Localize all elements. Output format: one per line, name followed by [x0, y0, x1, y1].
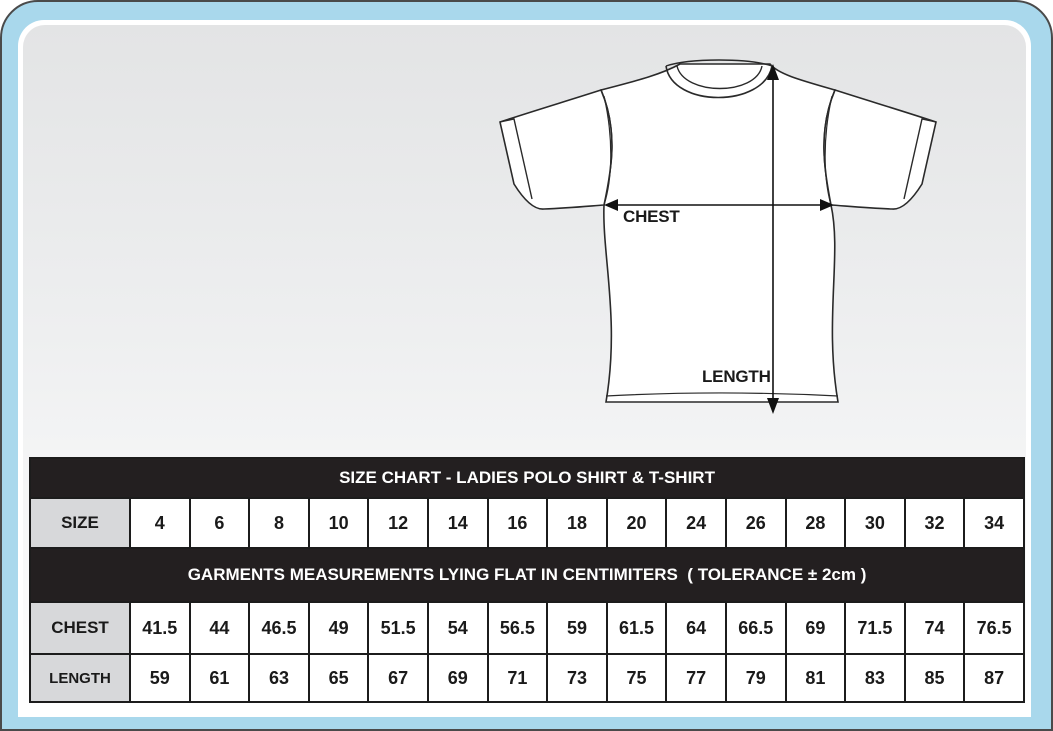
- size-cell: 18: [547, 498, 607, 548]
- chest-cell: 74: [905, 602, 965, 654]
- length-cell: 59: [130, 654, 190, 702]
- chest-cell: 51.5: [368, 602, 428, 654]
- size-cell: 6: [190, 498, 250, 548]
- chest-cell: 56.5: [488, 602, 548, 654]
- chest-cell: 46.5: [249, 602, 309, 654]
- chest-row-header: CHEST: [30, 602, 130, 654]
- length-cell: 69: [428, 654, 488, 702]
- size-cell: 8: [249, 498, 309, 548]
- size-cell: 16: [488, 498, 548, 548]
- length-cell: 73: [547, 654, 607, 702]
- length-cell: 65: [309, 654, 369, 702]
- length-cell: 61: [190, 654, 250, 702]
- length-arrowhead-bottom: [767, 398, 779, 414]
- chest-cell: 54: [428, 602, 488, 654]
- chest-cell: 66.5: [726, 602, 786, 654]
- length-cell: 77: [666, 654, 726, 702]
- size-cell: 12: [368, 498, 428, 548]
- table-subtitle: GARMENTS MEASUREMENTS LYING FLAT IN CENTIMITERS ( TOLERANCE ± 2cm ): [30, 548, 1024, 602]
- chest-cell: 44: [190, 602, 250, 654]
- size-cell: 34: [964, 498, 1024, 548]
- length-cell: 79: [726, 654, 786, 702]
- chest-cell: 59: [547, 602, 607, 654]
- chest-cell: 49: [309, 602, 369, 654]
- size-cell: 4: [130, 498, 190, 548]
- size-cell: 30: [845, 498, 905, 548]
- length-cell: 71: [488, 654, 548, 702]
- chest-cell: 71.5: [845, 602, 905, 654]
- length-label: LENGTH: [702, 367, 771, 386]
- tshirt-body-outline: [601, 64, 838, 402]
- size-cell: 20: [607, 498, 667, 548]
- size-cell: 26: [726, 498, 786, 548]
- size-cell: 32: [905, 498, 965, 548]
- size-cell: 14: [428, 498, 488, 548]
- length-row-header: LENGTH: [30, 654, 130, 702]
- length-cell: 75: [607, 654, 667, 702]
- length-cell: 67: [368, 654, 428, 702]
- tshirt-right-sleeve: [824, 90, 936, 209]
- chest-cell: 41.5: [130, 602, 190, 654]
- chest-cell: 76.5: [964, 602, 1024, 654]
- chest-cell: 69: [786, 602, 846, 654]
- tshirt-left-sleeve: [500, 90, 612, 209]
- size-cell: 10: [309, 498, 369, 548]
- size-row-header: SIZE: [30, 498, 130, 548]
- size-chart-table: [29, 457, 1025, 703]
- size-cell: 28: [786, 498, 846, 548]
- size-cell: 24: [666, 498, 726, 548]
- length-cell: 85: [905, 654, 965, 702]
- length-cell: 63: [249, 654, 309, 702]
- table-title: SIZE CHART - LADIES POLO SHIRT & T-SHIRT: [30, 458, 1024, 498]
- chest-cell: 64: [666, 602, 726, 654]
- length-cell: 83: [845, 654, 905, 702]
- length-cell: 87: [964, 654, 1024, 702]
- chest-label: CHEST: [623, 207, 680, 226]
- chest-cell: 61.5: [607, 602, 667, 654]
- length-cell: 81: [786, 654, 846, 702]
